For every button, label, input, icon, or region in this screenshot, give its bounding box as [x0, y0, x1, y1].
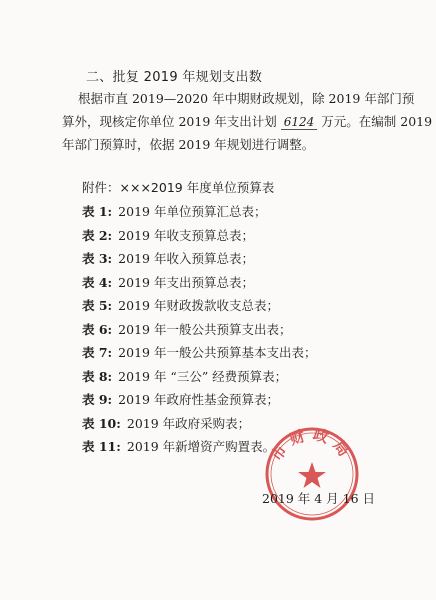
table-title: 2019 年收入预算总表； [118, 251, 254, 266]
list-item [82, 341, 402, 365]
paragraph-line-2-start: 算外，现核定你单位 2019 年支出计划 [62, 114, 277, 129]
table-title: 2019 年政府采购表； [126, 415, 251, 431]
table-label: 表 5: [82, 298, 113, 313]
table-label: 表 2: [82, 227, 113, 243]
list-item [82, 388, 402, 412]
list-item [82, 435, 402, 459]
list-item [82, 294, 402, 318]
list-item [82, 365, 402, 389]
table-title: 2019 年政府性基金预算表； [118, 392, 279, 407]
table-label: 表 8: [82, 368, 113, 384]
table-label: 表 9: [82, 392, 113, 407]
table-label: 表 10: [82, 415, 121, 431]
svg-text:市财政局: 市财政局 [267, 425, 357, 465]
table-title: 2019 年新增资产购置表。 [126, 439, 276, 454]
paragraph-line-1: 根据市直 2019—2020 年中期财政规划，除 2019 年部门预 [78, 91, 415, 106]
handwritten-amount: 6124 [281, 115, 318, 130]
table-label: 表 7: [82, 345, 113, 360]
paragraph-line-2-end: 万元。在编制 2019 [321, 114, 433, 129]
table-title: 2019 年一般公共预算支出表； [118, 321, 292, 337]
budget-paragraph [62, 87, 433, 156]
table-title: 2019 年一般公共预算基本支出表； [118, 345, 317, 360]
table-title: 2019 年收支预算总表； [118, 227, 254, 243]
table-label: 表 3: [82, 251, 113, 266]
list-item [82, 200, 402, 224]
list-item [82, 271, 402, 295]
paragraph-line-2 [62, 110, 433, 133]
attachment-table-list [82, 200, 402, 459]
table-title: 2019 年单位预算汇总表； [118, 204, 267, 219]
paragraph-line-3: 年部门预算时，依据 2019 年规划进行调整。 [62, 137, 315, 152]
table-label: 表 11: [82, 439, 121, 454]
table-title: 2019 年 “三公” 经费预算表； [118, 368, 288, 384]
signing-date: 2019 年 4 月 16 日 [262, 491, 376, 506]
attachment-title: 附件：×××2019 年度单位预算表 [82, 180, 275, 195]
section-heading: 二、批复 2019 年规划支出数 [86, 70, 263, 85]
list-item [82, 412, 402, 436]
list-item [82, 224, 402, 248]
table-label: 表 6: [82, 321, 113, 337]
table-title: 2019 年支出预算总表； [118, 274, 254, 290]
list-item [82, 247, 402, 271]
table-label: 表 1: [82, 204, 113, 219]
table-title: 2019 年财政拨款收支总表； [118, 298, 279, 313]
list-item [82, 318, 402, 342]
table-label: 表 4: [82, 274, 113, 290]
